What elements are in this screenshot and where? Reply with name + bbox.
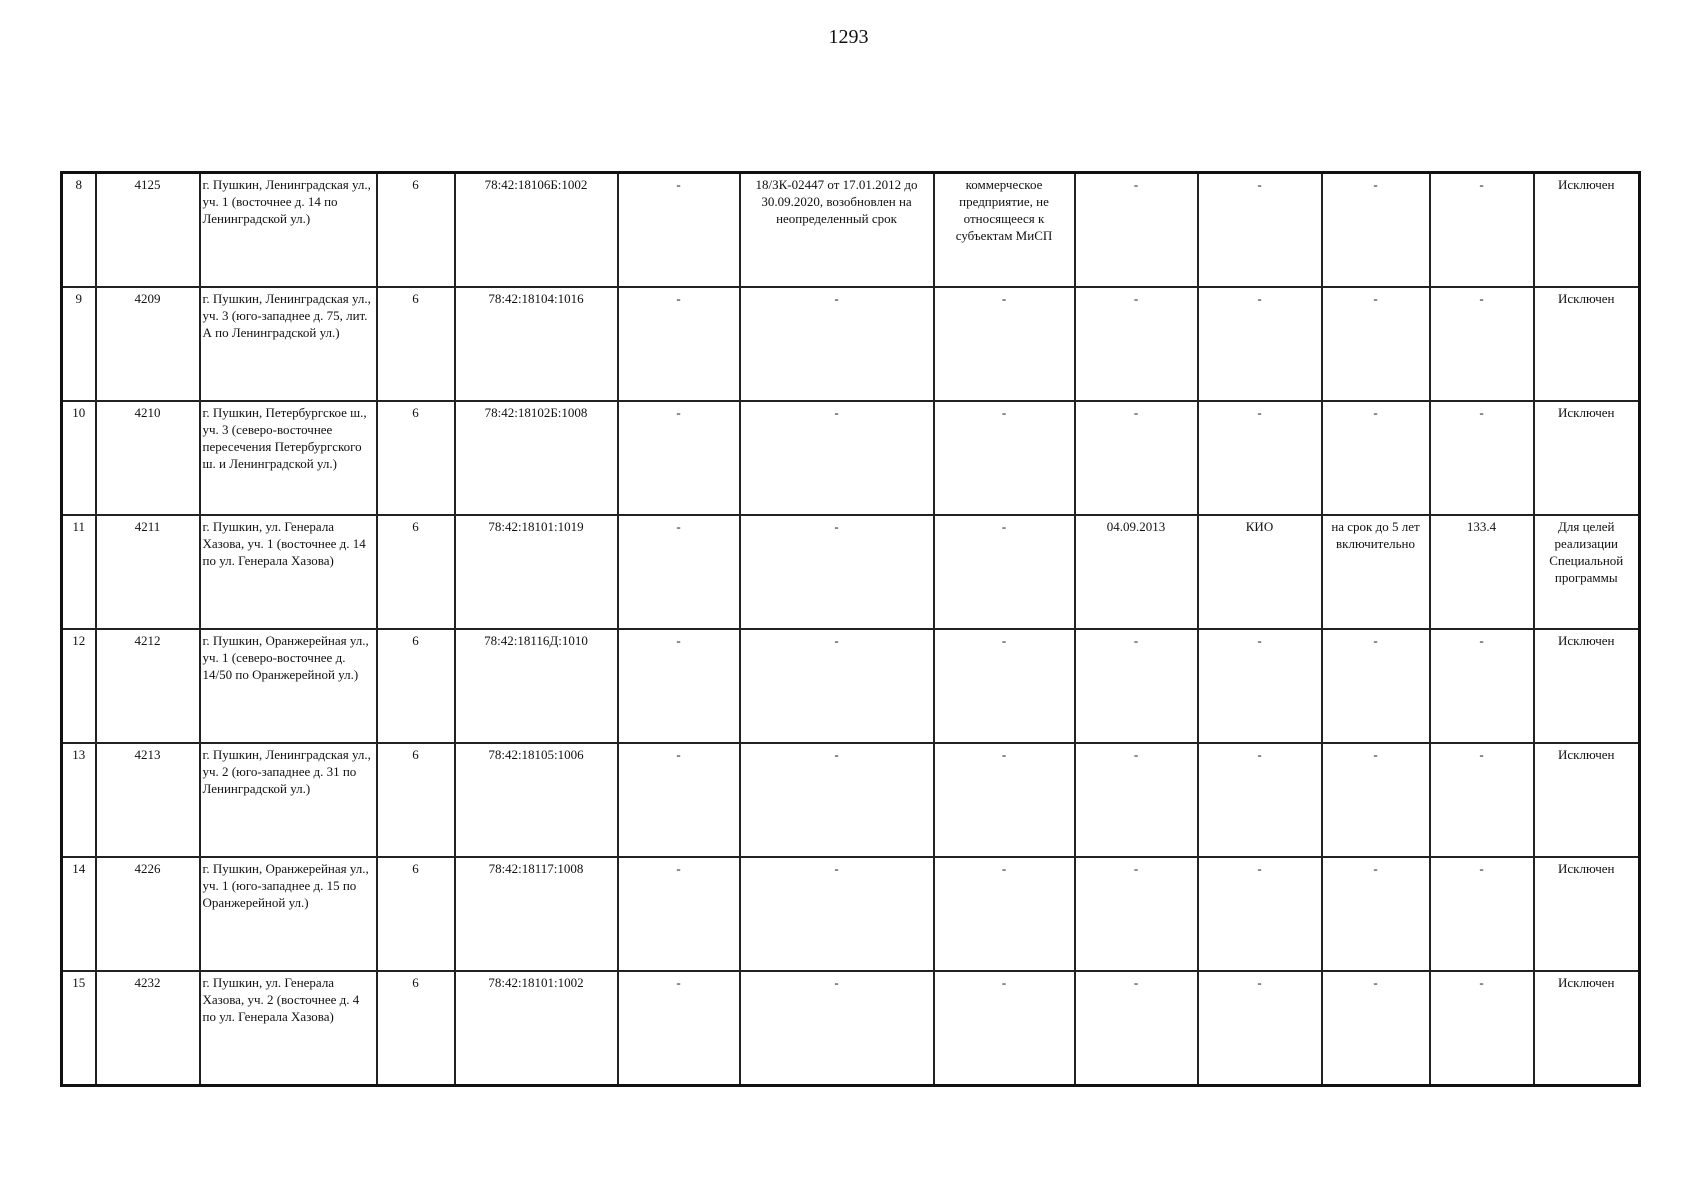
column-6-cell: - (618, 743, 740, 857)
tenant-category-cell: - (934, 857, 1075, 971)
address-cell: г. Пушкин, Петербургское ш., уч. 3 (северо-восточнее пересечения Петербургского ш. и Ленинградской ул.) (200, 401, 377, 515)
row-number-cell: 14 (62, 857, 96, 971)
cadastral-number-cell: 78:42:18106Б:1002 (455, 173, 618, 288)
column-6-cell: - (618, 173, 740, 288)
lease-info-cell: - (740, 857, 934, 971)
column-6-cell: - (618, 857, 740, 971)
table-row (62, 401, 1640, 515)
tenant-category-cell: - (934, 743, 1075, 857)
term-cell: - (1322, 857, 1430, 971)
area-cell: - (1430, 743, 1534, 857)
address-cell: г. Пушкин, Ленинградская ул., уч. 1 (восточнее д. 14 по Ленинградской ул.) (200, 173, 377, 288)
zone-cell: 6 (377, 629, 455, 743)
row-number-cell: 13 (62, 743, 96, 857)
lease-info-cell: - (740, 971, 934, 1086)
cadastral-number-cell: 78:42:18105:1006 (455, 743, 618, 857)
registry-number-cell: 4125 (96, 173, 200, 288)
authority-cell: - (1198, 857, 1322, 971)
address-cell: г. Пушкин, ул. Генерала Хазова, уч. 1 (восточнее д. 14 по ул. Генерала Хазова) (200, 515, 377, 629)
term-cell: на срок до 5 лет включительно (1322, 515, 1430, 629)
table-row (62, 857, 1640, 971)
column-6-cell: - (618, 629, 740, 743)
lease-info-cell: - (740, 401, 934, 515)
term-cell: - (1322, 971, 1430, 1086)
tenant-category-cell: - (934, 401, 1075, 515)
column-6-cell: - (618, 287, 740, 401)
table-row (62, 515, 1640, 629)
registry-number-cell: 4211 (96, 515, 200, 629)
zone-cell: 6 (377, 515, 455, 629)
table-row (62, 173, 1640, 288)
tenant-category-cell: - (934, 629, 1075, 743)
cadastral-number-cell: 78:42:18104:1016 (455, 287, 618, 401)
authority-cell: - (1198, 173, 1322, 288)
term-cell: - (1322, 287, 1430, 401)
cadastral-number-cell: 78:42:18116Д:1010 (455, 629, 618, 743)
table-row (62, 629, 1640, 743)
cadastral-number-cell: 78:42:18117:1008 (455, 857, 618, 971)
term-cell: - (1322, 743, 1430, 857)
table-body (62, 173, 1640, 1086)
page-number: 1293 (828, 26, 869, 48)
lease-info-cell: 18/ЗК-02447 от 17.01.2012 до 30.09.2020, возобновлен на неопределенный срок (740, 173, 934, 288)
area-cell: - (1430, 971, 1534, 1086)
lease-info-cell: - (740, 743, 934, 857)
address-cell: г. Пушкин, Оранжерейная ул., уч. 1 (северо-восточнее д. 14/50 по Оранжерейной ул.) (200, 629, 377, 743)
registry-number-cell: 4209 (96, 287, 200, 401)
row-number-cell: 12 (62, 629, 96, 743)
area-cell: - (1430, 629, 1534, 743)
authority-cell: КИО (1198, 515, 1322, 629)
authority-cell: - (1198, 629, 1322, 743)
tenant-category-cell: коммерческое предприятие, не относящееся к субъектам МиСП (934, 173, 1075, 288)
date-cell: - (1075, 173, 1198, 288)
term-cell: - (1322, 629, 1430, 743)
date-cell: - (1075, 971, 1198, 1086)
tenant-category-cell: - (934, 515, 1075, 629)
document-table (60, 171, 1641, 1087)
status-cell: Исключен (1534, 971, 1640, 1086)
row-number-cell: 10 (62, 401, 96, 515)
zone-cell: 6 (377, 743, 455, 857)
column-6-cell: - (618, 971, 740, 1086)
area-cell: - (1430, 173, 1534, 288)
table-row (62, 971, 1640, 1086)
registry-number-cell: 4213 (96, 743, 200, 857)
address-cell: г. Пушкин, Оранжерейная ул., уч. 1 (юго-западнее д. 15 по Оранжерейной ул.) (200, 857, 377, 971)
row-number-cell: 11 (62, 515, 96, 629)
date-cell: - (1075, 857, 1198, 971)
status-cell: Исключен (1534, 629, 1640, 743)
authority-cell: - (1198, 401, 1322, 515)
cadastral-number-cell: 78:42:18102Б:1008 (455, 401, 618, 515)
lease-info-cell: - (740, 287, 934, 401)
date-cell: - (1075, 743, 1198, 857)
status-cell: Для целей реализации Специальной программы (1534, 515, 1640, 629)
authority-cell: - (1198, 971, 1322, 1086)
row-number-cell: 8 (62, 173, 96, 288)
status-cell: Исключен (1534, 401, 1640, 515)
address-cell: г. Пушкин, Ленинградская ул., уч. 3 (юго-западнее д. 75, лит. А по Ленинградской ул.) (200, 287, 377, 401)
column-6-cell: - (618, 401, 740, 515)
zone-cell: 6 (377, 173, 455, 288)
zone-cell: 6 (377, 401, 455, 515)
tenant-category-cell: - (934, 971, 1075, 1086)
row-number-cell: 9 (62, 287, 96, 401)
date-cell: - (1075, 287, 1198, 401)
row-number-cell: 15 (62, 971, 96, 1086)
cadastral-number-cell: 78:42:18101:1002 (455, 971, 618, 1086)
lease-info-cell: - (740, 515, 934, 629)
registry-number-cell: 4232 (96, 971, 200, 1086)
lease-info-cell: - (740, 629, 934, 743)
term-cell: - (1322, 173, 1430, 288)
registry-number-cell: 4226 (96, 857, 200, 971)
table-row (62, 743, 1640, 857)
table-row (62, 287, 1640, 401)
registry-number-cell: 4210 (96, 401, 200, 515)
cadastral-number-cell: 78:42:18101:1019 (455, 515, 618, 629)
registry-number-cell: 4212 (96, 629, 200, 743)
zone-cell: 6 (377, 971, 455, 1086)
authority-cell: - (1198, 743, 1322, 857)
authority-cell: - (1198, 287, 1322, 401)
address-cell: г. Пушкин, Ленинградская ул., уч. 2 (юго-западнее д. 31 по Ленинградской ул.) (200, 743, 377, 857)
area-cell: - (1430, 401, 1534, 515)
column-6-cell: - (618, 515, 740, 629)
tenant-category-cell: - (934, 287, 1075, 401)
date-cell: 04.09.2013 (1075, 515, 1198, 629)
status-cell: Исключен (1534, 287, 1640, 401)
zone-cell: 6 (377, 857, 455, 971)
area-cell: - (1430, 287, 1534, 401)
date-cell: - (1075, 401, 1198, 515)
area-cell: 133.4 (1430, 515, 1534, 629)
term-cell: - (1322, 401, 1430, 515)
zone-cell: 6 (377, 287, 455, 401)
area-cell: - (1430, 857, 1534, 971)
date-cell: - (1075, 629, 1198, 743)
status-cell: Исключен (1534, 857, 1640, 971)
status-cell: Исключен (1534, 173, 1640, 288)
status-cell: Исключен (1534, 743, 1640, 857)
address-cell: г. Пушкин, ул. Генерала Хазова, уч. 2 (восточнее д. 4 по ул. Генерала Хазова) (200, 971, 377, 1086)
